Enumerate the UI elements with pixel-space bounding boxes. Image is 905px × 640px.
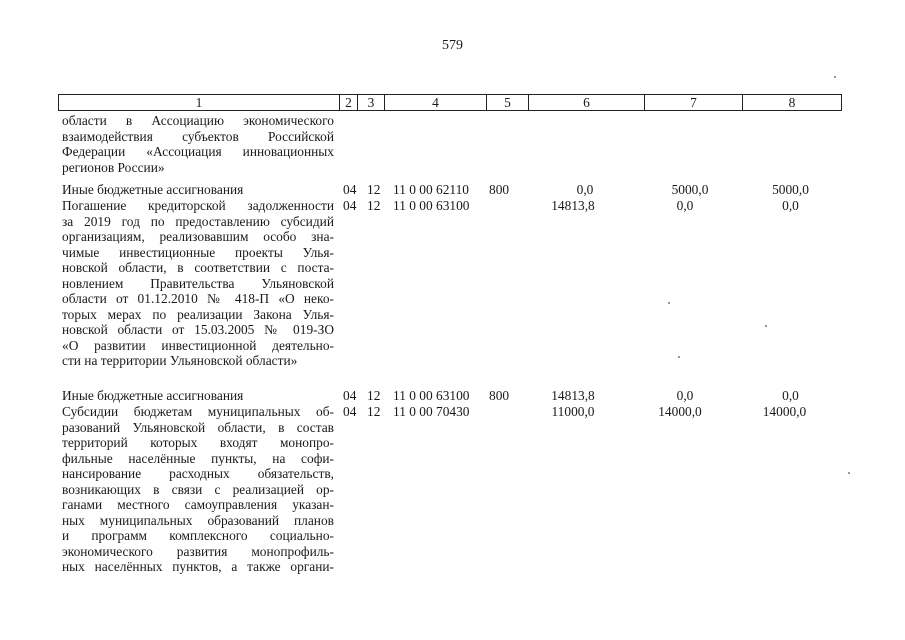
description-line: области от 01.12.2010 № 418-П «О неко- [62, 291, 334, 306]
cell-section: 04 [343, 388, 357, 403]
description-line: «О развитии инвестиционной деятельно- [62, 337, 334, 353]
description-line: Иные бюджетные ассигнования [62, 388, 244, 403]
cell-amount-8: 0,0 [782, 198, 799, 213]
scan-speck [848, 472, 850, 474]
description-line: Федерации «Ассоциация инновационных [62, 144, 334, 159]
description-line: ганами местного самоуправления указан- [62, 497, 334, 512]
header-col-1: 1 [195, 95, 203, 110]
description-line: новской области от 15.03.2005 № 019-ЗО [62, 322, 334, 337]
scan-speck [668, 302, 670, 304]
description-line: Погашение кредиторской задолженности [62, 198, 334, 213]
cell-amount-6: 11000,0 [551, 404, 595, 419]
description-line: Субсидии бюджетам муниципальных об- [62, 404, 334, 419]
description-line: области в Ассоциацию экономического [62, 113, 334, 128]
description-line: возникающих в связи с реализацией ор- [62, 481, 334, 497]
description-line: за 2019 год по предоставлению субсидий [62, 213, 334, 229]
description-line: нансирование расходных обязательств, [62, 466, 334, 481]
page-number: 579 [442, 38, 463, 53]
description-line: фильные населённые пункты, на софи- [62, 450, 334, 466]
header-col-5: 5 [486, 95, 528, 110]
description-line: чимые инвестиционные проекты Улья- [62, 244, 334, 260]
header-col-7: 7 [644, 95, 742, 110]
description-line: разований Ульяновской области, в состав [62, 419, 334, 435]
description-line: регионов России» [62, 159, 165, 175]
cell-section: 04 [343, 404, 357, 419]
cell-amount-8: 5000,0 [772, 182, 809, 197]
cell-subsection: 12 [367, 198, 381, 213]
cell-target-article: 11 0 00 62110 [393, 182, 470, 197]
cell-section: 04 [343, 198, 357, 213]
table-row-description [62, 198, 334, 369]
cell-amount-7: 0,0 [676, 388, 694, 403]
table-row-description [62, 113, 334, 175]
cell-subsection: 12 [367, 388, 381, 403]
table-row-description [62, 388, 334, 404]
header-col-6: 6 [528, 95, 644, 110]
cell-target-article: 11 0 00 70430 [393, 404, 470, 419]
table-header [58, 94, 842, 111]
cell-amount-6: 14813,8 [551, 198, 595, 213]
description-line: ных населённых пунктов, а также органи- [62, 559, 334, 574]
cell-amount-8: 14000,0 [762, 404, 807, 419]
description-line: ных муниципальных образований планов [62, 512, 334, 528]
scan-speck [765, 325, 767, 327]
cell-section: 04 [343, 182, 357, 197]
table-row-description [62, 182, 334, 198]
table-row-description [62, 404, 334, 575]
header-col-8: 8 [742, 95, 841, 110]
description-line: торых мерах по реализации Закона Улья- [62, 306, 334, 322]
cell-expense-type: 800 [489, 388, 510, 403]
cell-expense-type: 800 [489, 182, 510, 197]
description-line: Иные бюджетные ассигнования [62, 182, 244, 197]
cell-amount-7: 5000,0 [671, 182, 709, 197]
header-col-2: 2 [339, 95, 357, 110]
scan-speck [834, 76, 836, 78]
cell-amount-8: 0,0 [782, 388, 799, 403]
cell-subsection: 12 [367, 182, 381, 197]
cell-amount-6: 0,0 [576, 182, 594, 197]
description-line: новской области, в соответствии с поста- [62, 260, 334, 275]
description-line: новлением Правительства Ульяновской [62, 275, 334, 291]
description-line: взаимодействия субъектов Российской [62, 128, 334, 144]
description-line: территорий которых входят монопро- [62, 435, 334, 450]
description-line: экономического развития монопрофиль- [62, 543, 334, 559]
scan-speck [678, 356, 680, 358]
cell-amount-6: 14813,8 [551, 388, 595, 403]
cell-amount-7: 0,0 [676, 198, 694, 213]
header-col-4: 4 [384, 95, 486, 110]
description-line: и программ комплексного социально- [62, 528, 334, 543]
cell-target-article: 11 0 00 63100 [393, 388, 470, 403]
cell-subsection: 12 [367, 404, 381, 419]
header-col-3: 3 [357, 95, 384, 110]
cell-amount-7: 14000,0 [658, 404, 702, 419]
description-line: организациям, реализовавшим особо зна- [62, 229, 334, 244]
cell-target-article: 11 0 00 63100 [393, 198, 470, 213]
description-line: сти на территории Ульяновской области» [62, 353, 298, 368]
